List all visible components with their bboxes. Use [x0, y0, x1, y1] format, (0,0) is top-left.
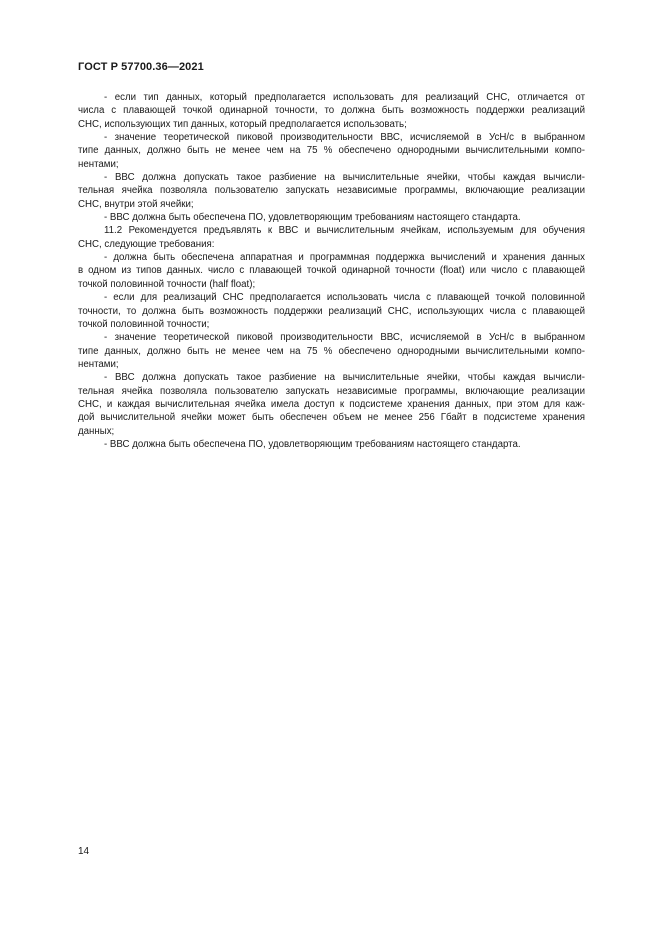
text-line: - если тип данных, который предполагается использовать для реализаций СНС, отличается от [104, 92, 585, 103]
text-line: нентами; [78, 158, 119, 170]
text-line: - ВВС должна быть обеспечена ПО, удовлетворяющим требованиям настоящего стандарта. [104, 212, 521, 224]
text-line: - значение теоретической пиковой производительности ВВС, исчисляемой в УсН/с в выбранном [104, 332, 585, 344]
text-line: числа с плавающей точкой одинарной точности, то должна быть возможность поддержки реализаций [78, 105, 585, 117]
text-line: типе данных, должно быть не менее чем на 75 % обеспечено однородными вычислительными компо- [78, 145, 585, 157]
text-line: СНС, использующих тип данных, который предполагается использовать; [78, 118, 407, 130]
text-line: 11.2 Рекомендуется предъявлять к ВВС и вычислительным ячейкам, используемым для обучения [104, 225, 585, 237]
text-line: нентами; [78, 358, 119, 370]
text-line: СНС, следующие требования: [78, 238, 215, 250]
text-line: - должна быть обеспечена аппаратная и программная поддержка вычислений и хранения данных [104, 252, 585, 264]
text-line: точности, то должна быть возможность поддержки реализаций СНС, использующих числа с плавающей [78, 305, 585, 317]
text-line: - ВВС должна быть обеспечена ПО, удовлетворяющим требованиям настоящего стандарта. [104, 438, 521, 450]
text-line: данных; [78, 425, 115, 437]
page-number: 14 [78, 846, 90, 857]
text-line: в одном из типов данных. число с плавающей точкой одинарной точности (float) или число с плавающей [78, 265, 585, 277]
text-line: тельная ячейка позволяла пользователю запускать независимые программы, включающие реализации [78, 385, 585, 397]
text-line: типе данных, должно быть не менее чем на 75 % обеспечено однородными вычислительными компо- [78, 345, 585, 357]
text-line: дой вычислительной ячейки может быть обеспечен объем не менее 256 Гбайт в подсистеме хранения [78, 412, 585, 424]
text-line: СНС, внутри этой ячейки; [78, 198, 194, 210]
document-header: ГОСТ Р 57700.36—2021 [78, 61, 204, 73]
text-line: - ВВС должна допускать такое разбиение на вычислительные ячейки, чтобы каждая вычисли- [104, 172, 585, 184]
text-line: - значение теоретической пиковой производительности ВВС, исчисляемой в УсН/с в выбранном [104, 132, 585, 144]
text-line: точкой половинной точности (half float); [78, 278, 256, 290]
document-body [78, 91, 585, 451]
text-line: - если для реализаций СНС предполагается использовать числа с плавающей точкой половинной [104, 292, 585, 304]
text-line: - ВВС должна допускать такое разбиение на вычислительные ячейки, чтобы каждая вычисли- [104, 372, 585, 384]
text-line: СНС, и каждая вычислительная ячейка имела доступ к подсистеме хранения данных, при этом для каж- [78, 398, 585, 410]
text-line: тельная ячейка позволяла пользователю запускать независимые программы, включающие реализации [78, 185, 585, 197]
text-line: точкой половинной точности; [78, 318, 210, 330]
